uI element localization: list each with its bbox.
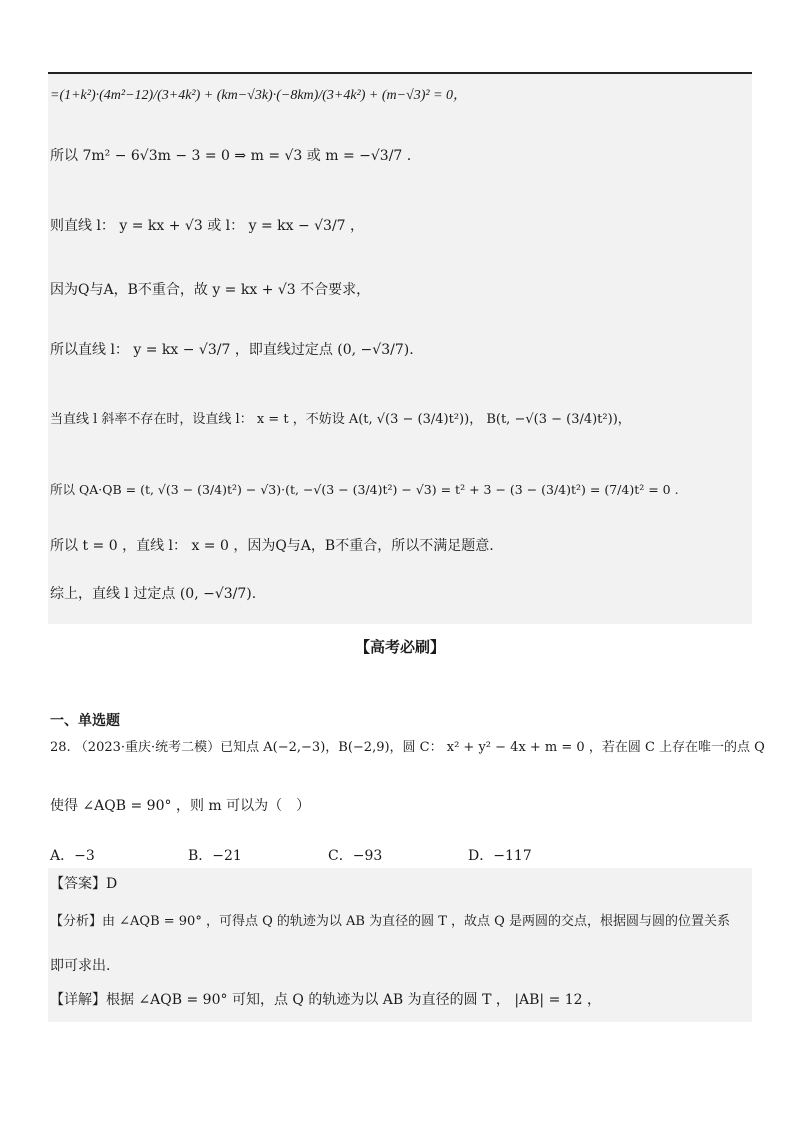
solution-line-2: 所以 7m² − 6√3m − 3 = 0 ⇒ m = √3 或 m = −√3/7 . [50,148,412,164]
solution-line-4: 因为Q与A，B不重合，故 y = kx + √3 不合要求， [50,282,371,298]
solution-line-8: 所以 t = 0 ，直线 l： x = 0 ，因为Q与A，B不重合，所以不满足题意. [50,538,494,554]
solution-line-3: 则直线 l： y = kx + √3 或 l： y = kx − √3/7 ， [50,218,365,234]
option-a: A．−3 [50,848,95,864]
section-heading: 一、单选题 [50,713,120,729]
question-line-2: 使得 ∠AQB = 90° ，则 m 可以为（ ） [50,798,311,814]
solution-line-6: 当直线 l 斜率不存在时，设直线 l： x = t ，不妨设 A(t, √(3 − (3/4)t²))， B(t, −√(3 − (3/4)t²))， [50,412,631,427]
detail-line: 【详解】根据 ∠AQB = 90° 可知，点 Q 的轨迹为以 AB 为直径的圆 T ， |AB| = 12 ， [50,992,602,1008]
solution-line-9: 综上，直线 l 过定点 (0, −√3/7). [50,586,257,602]
analysis-line-2: 即可求出. [50,958,111,974]
solution-line-5: 所以直线 l： y = kx − √3/7 ，即直线过定点 (0, −√3/7). [50,342,414,358]
option-b: B．−21 [188,848,242,864]
solution-line-1: =(1+k²)·(4m²−12)/(3+4k²) + (km−√3k)·(−8km)/(3+4k²) + (m−√3)² = 0， [50,88,468,103]
answer-line: 【答案】D [50,876,118,892]
question-line-1: 28. （2023·重庆·统考二模）已知点 A(−2,−3)，B(−2,9)，圆 C： x² + y² − 4x + m = 0 ，若在圆 C 上存在唯一的点 Q [50,740,765,755]
solution-line-7: 所以 QA·QB = (t, √(3 − (3/4)t²) − √3)·(t, −√(3 − (3/4)t²) − √3) = t² + 3 − (3 − (3/4)t²) = (7/4)t² = 0 . [50,482,679,497]
analysis-line-1: 【分析】由 ∠AQB = 90° ，可得点 Q 的轨迹为以 AB 为直径的圆 T ，故点 Q 是两圆的交点，根据圆与圆的位置关系 [50,914,730,929]
option-d: D．−117 [468,848,532,864]
option-c: C．−93 [328,848,383,864]
section-title: 【高考必刷】 [354,638,445,656]
